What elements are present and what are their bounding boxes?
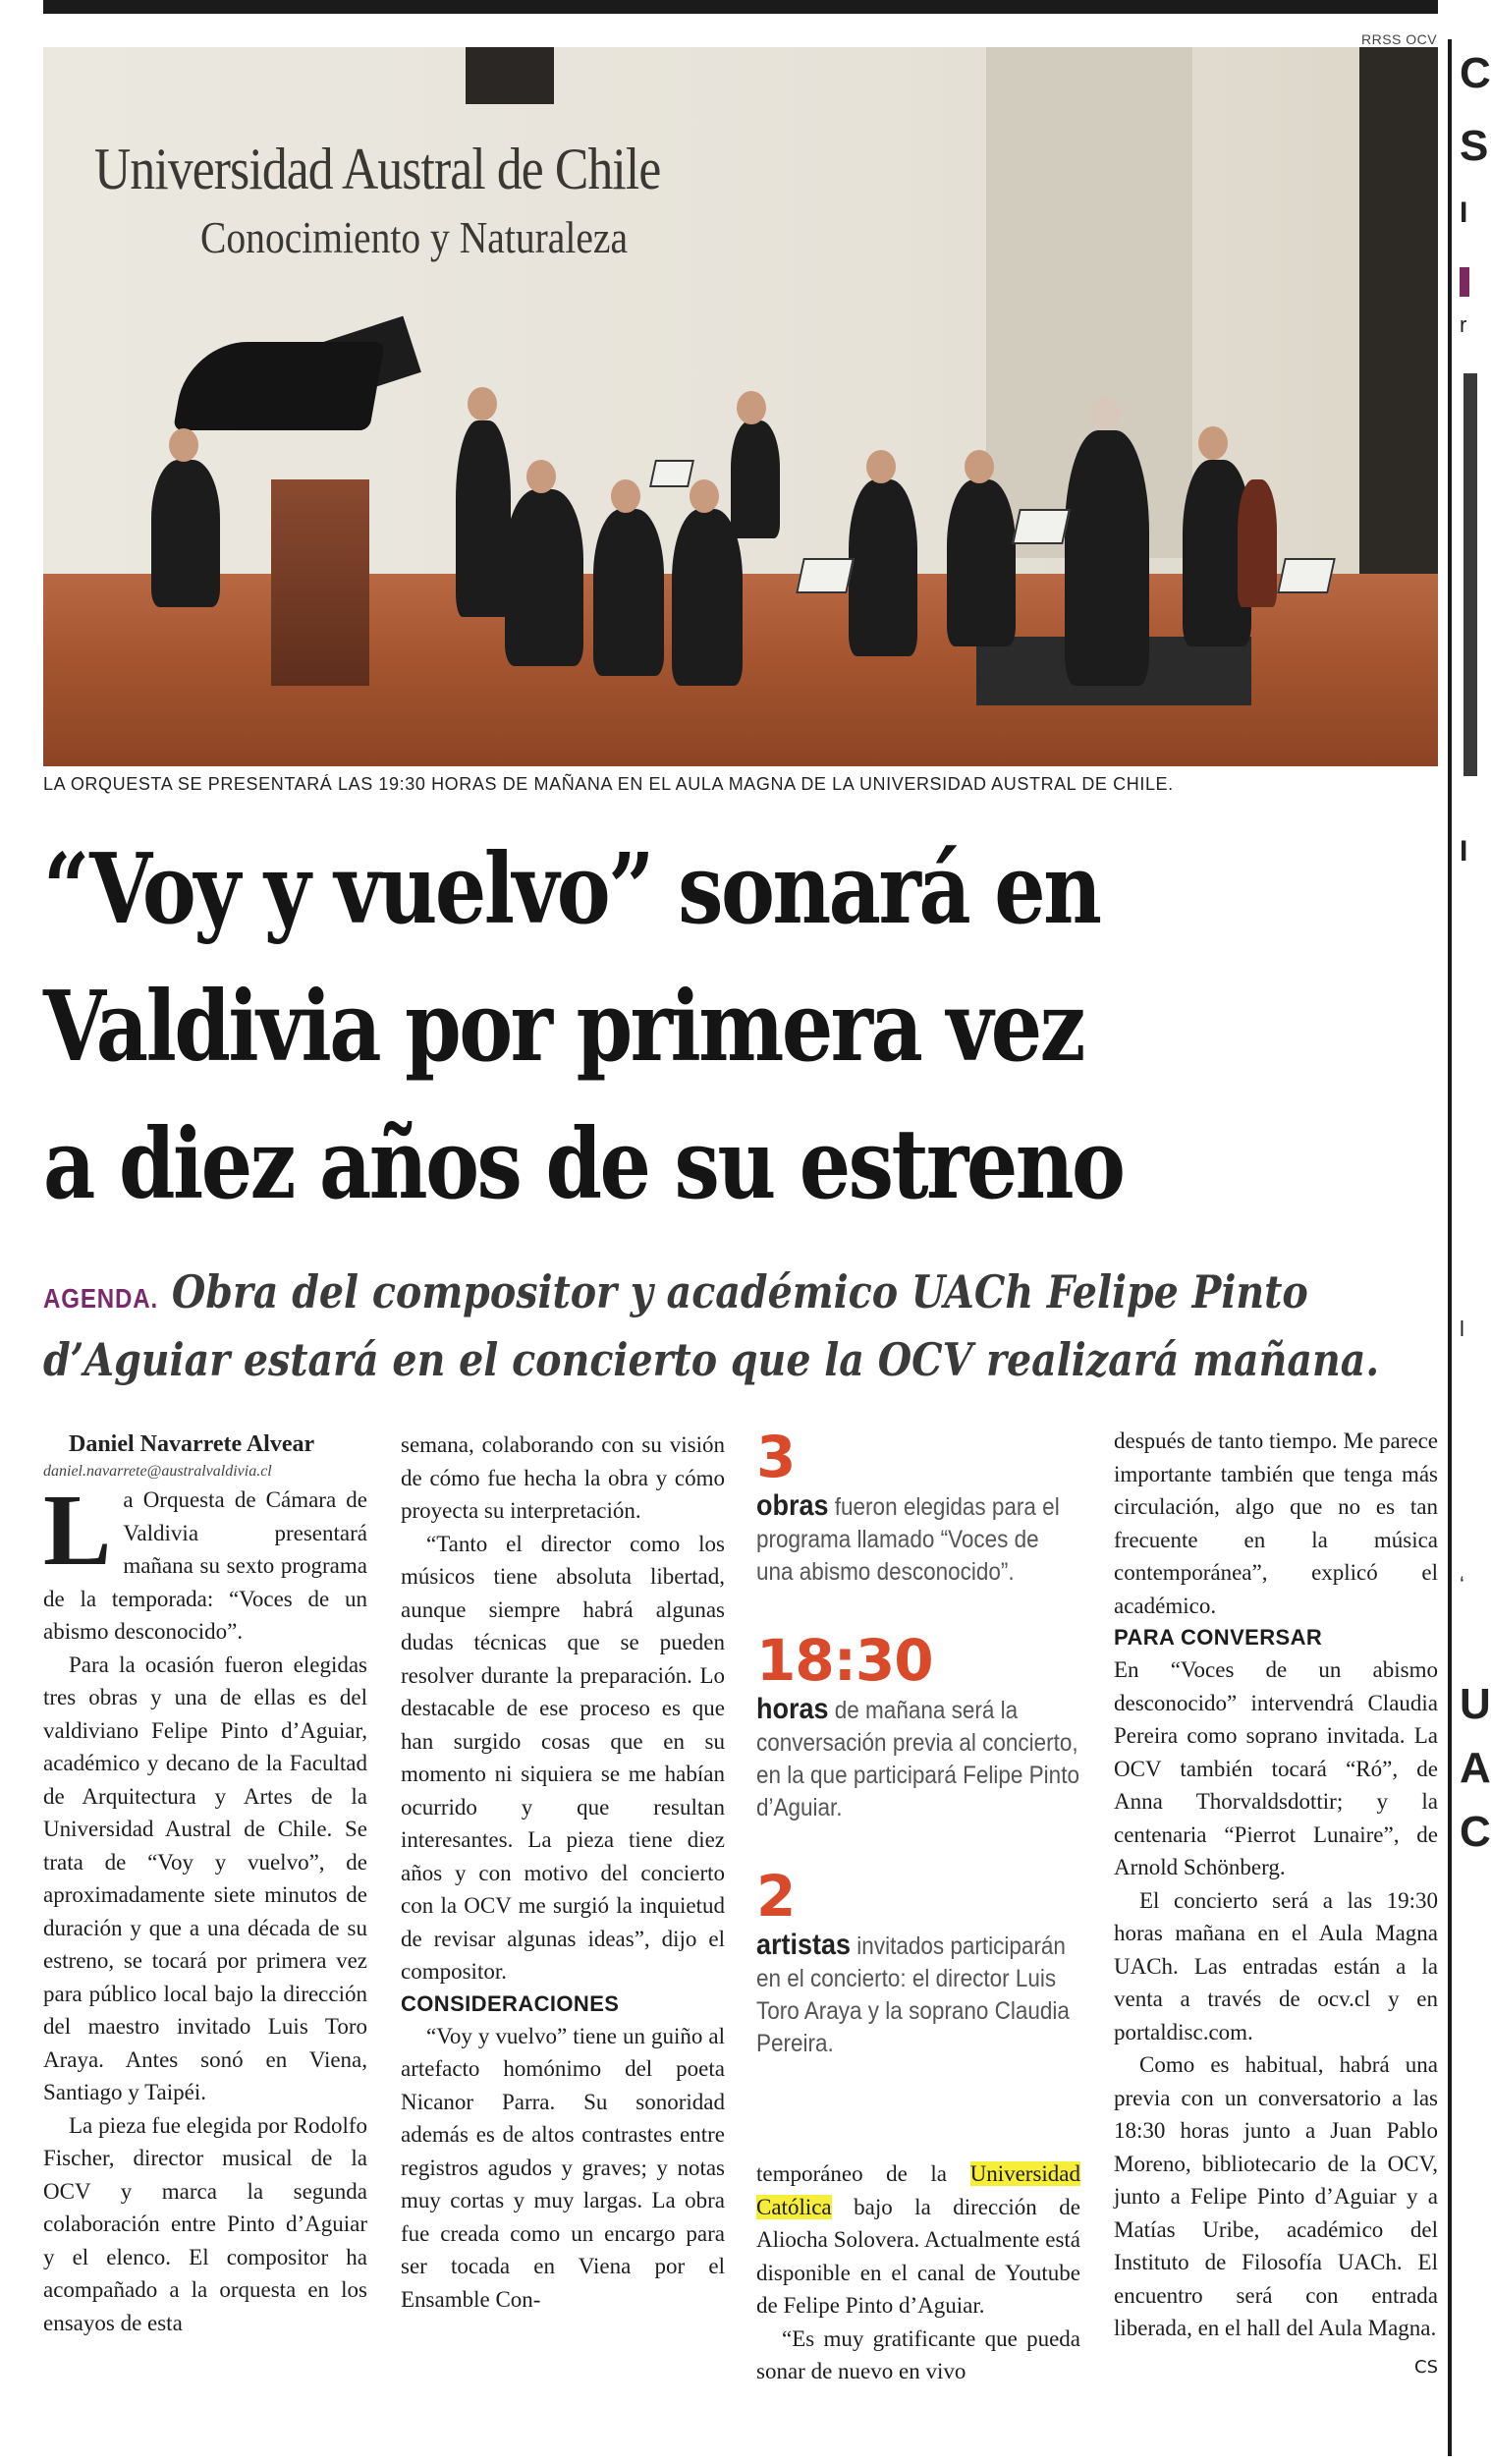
paragraph: “Es muy gratificante que pueda sonar de nuevo en vivo: [756, 2325, 1080, 2383]
column-separator: [1448, 39, 1452, 2456]
headline-line-1: “Voy y vuelvo” sonará en: [43, 833, 1100, 946]
stat-bold: obras: [756, 1489, 829, 1522]
musician-head: [1198, 426, 1228, 460]
paragraph: [43, 1474, 367, 1649]
music-stand: [1277, 558, 1336, 593]
stat-desc: invitados participarán en el concierto: el director Luis Toro Araya y la soprano Claudia Pereira.: [756, 1932, 1070, 2057]
adjacent-article-fragment: [1460, 39, 1491, 2456]
stat-item: [756, 1628, 1080, 1824]
musician-figure: [731, 420, 780, 538]
upright-piano: [271, 479, 369, 686]
byline-email: daniel.navarrete@australvaldivia.cl: [43, 1463, 272, 1480]
byline-author: Daniel Navarrete Alvear: [69, 1431, 315, 1457]
stat-bold: artistas: [756, 1929, 852, 1961]
neighbor-fragment: r: [1460, 312, 1467, 337]
deck-line-1: [43, 1261, 1308, 1329]
musician-head: [611, 479, 640, 513]
highlighted-text: Universidad Católica: [756, 2161, 1080, 2219]
paragraph: La pieza fue elegida por Rodolfo Fischer, director musical de la OCV y marca la segunda colaboración entre Pinto d’Aguiar y el elenco. El compositor ha acompañado a la orquesta en los ensayos de esta: [43, 2112, 367, 2335]
stat-item: [756, 1864, 1080, 2060]
musician-head: [169, 428, 198, 462]
paragraph: “Voy y vuelvo” tiene un guiño al artefacto homónimo del poeta Nicanor Parra. Su sonoridad además es de altos contrastes entre registros agudos y graves; y notas muy cortas y muy largas. La obra fue creada como un encargo para ser tocada en Viena por el Ensamble Con-: [401, 2023, 725, 2312]
musician-head: [526, 460, 556, 493]
deck-text-1: Obra del compositor y académico UACh Felipe Pinto: [171, 1265, 1308, 1318]
top-rule: [43, 0, 1438, 14]
music-stand: [796, 558, 855, 593]
photo-dark-column: [1359, 47, 1438, 637]
stat-bold: horas: [756, 1693, 829, 1725]
stat-number: 2: [756, 1863, 796, 1930]
musician-figure: [672, 509, 743, 686]
article-column-1: [43, 1428, 367, 2339]
photo-speaker: [466, 47, 554, 104]
paragraph: semana, colaborando con su visión de cómo fue hecha la obra y cómo proyecta su interpretación.: [401, 1432, 725, 1523]
deck-kicker: AGENDA.: [43, 1283, 159, 1314]
conductor-head: [1090, 397, 1120, 430]
musician-figure: [456, 420, 511, 617]
headline-line-3: a diez años de su estreno: [43, 1108, 1124, 1221]
double-bass: [1238, 479, 1277, 607]
headline-line-2: Valdivia por primera vez: [43, 971, 1083, 1084]
paragraph: El concierto será a las 19:30 horas mañana en el Aula Magna UACh. Las entradas están a la venta a través de ocv.cl y en portaldisc.com.: [1114, 1887, 1438, 2044]
musician-head: [737, 391, 766, 424]
paragraph-text: a Orquesta de Cámara de Valdivia presentará mañana su sexto programa de la temporada: “Voces de un abismo desconocido”.: [43, 1487, 367, 1644]
music-stand: [649, 460, 694, 487]
subhead-para-conversar: PARA CONVERSAR: [1114, 1625, 1323, 1650]
deck-line-2: d’Aguiar estará en el concierto que la OCV realizará mañana.: [43, 1333, 1380, 1386]
photo-caption: LA ORQUESTA SE PRESENTARÁ LAS 19:30 HORAS DE MAÑANA EN EL AULA MAGNA DE LA UNIVERSIDAD AUSTRAL DE CHILE.: [43, 774, 1174, 794]
neighbor-fragment: ‘: [1460, 1572, 1464, 1596]
neighbor-accent-bar: [1460, 267, 1469, 297]
subhead-consideraciones: CONSIDERACIONES: [401, 1990, 620, 2016]
neighbor-photo: [1463, 373, 1477, 776]
neighbor-fragment: I: [1460, 196, 1468, 229]
headline: [43, 821, 1438, 1234]
musician-head: [866, 450, 896, 483]
end-mark: CS: [1414, 2356, 1438, 2378]
paragraph: “Tanto el director como los músicos tiene absoluta libertad, aunque siempre habrá algunas dudas técnicas que se pueden resolver durante la preparación. Lo destacable de ese proceso es que han surgido cosas que en su momento ni siquiera se me habían ocurrido y que resultan interesantes. La pieza tiene diez años y con motivo del concierto con la OCV me surgió la inquietud de revisar algunas ideas”, dijo el compositor.: [401, 1531, 725, 1984]
musician-figure: [505, 489, 583, 666]
stat-text: [756, 1489, 1079, 1589]
neighbor-fragment: S: [1460, 122, 1489, 170]
neighbor-fragment: U: [1460, 1680, 1491, 1728]
stat-number: 18:30: [756, 1627, 933, 1694]
stat-text: [756, 1693, 1079, 1824]
musician-head: [468, 387, 497, 420]
deck: [43, 1261, 1438, 1390]
stats-box: [756, 1425, 1080, 2100]
drop-cap: L: [43, 1474, 112, 1587]
paragraph: [1114, 2048, 1438, 2378]
paragraph: Para la ocasión fueron elegidas tres obras y una de ellas es del valdiviano Felipe Pinto d’Aguiar, académico y decano de la Facultad de Arquitectura y Artes de la Universidad Austral de Chile. Se trata de “Voy y vuelvo”, de aproximadamente siete minutos de duración y que a una década de su estreno, se tocará por primera vez para público local bajo la dirección del maestro invitado Luis Toro Araya. Antes sonó en Viena, Santiago y Taipéi.: [43, 1652, 367, 2104]
photo-credit: RRSS OCV: [1361, 31, 1438, 47]
paragraph-rest: bajo la dirección de Aliocha Solovera. Actualmente está disponible en el canal de Youtube de Felipe Pinto d’Aguiar.: [756, 2194, 1080, 2318]
stat-item: [756, 1425, 1080, 1589]
stat-text: [756, 1929, 1079, 2060]
paragraph: después de tanto tiempo. Me parece importante también que tenga más circulación, algo que no es tan frecuente en la música contemporánea”, explicó el académico.: [1114, 1428, 1438, 1618]
neighbor-fragment: C: [1460, 49, 1491, 97]
musician-figure: [947, 479, 1016, 646]
stat-desc: fueron elegidas para el programa llamado “Voces de una abismo desconocido”.: [756, 1493, 1060, 1586]
musician-figure: [849, 479, 917, 656]
neighbor-fragment: C: [1460, 1808, 1491, 1856]
music-stand: [1012, 509, 1071, 544]
neighbor-fragment: l: [1460, 1316, 1464, 1341]
paragraph: En “Voces de un abismo desconocido” intervendrá Claudia Pereira como soprano invitada. La OCV también tocará “Ró”, de Anna Thorvaldsdottir; y la centenaria “Pierrot Lunaire”, de Arnold Schönberg.: [1114, 1657, 1438, 1879]
stat-number: 3: [756, 1424, 796, 1490]
article-column-3: [756, 2157, 1080, 2388]
conductor-figure: [1065, 430, 1149, 686]
article-column-2: [401, 1428, 725, 2316]
paragraph-text: Como es habitual, habrá una previa con un conversatorio a las 18:30 horas junto a Juan Pablo Moreno, bibliotecario de la OCV, junto a Felipe Pinto d’Aguiar y a Matías Uribe, académico del Instituto de Filosofía UACh. El encuentro será con entrada liberada, en el hall del Aula Magna.: [1114, 2052, 1438, 2340]
wordmark-line-2: Conocimiento y Naturaleza: [200, 212, 629, 262]
article-column-4: [1114, 1425, 1438, 2383]
neighbor-fragment: A: [1460, 1744, 1491, 1792]
musician-figure: [151, 460, 220, 607]
wordmark-line-1: Universidad Austral de Chile: [94, 137, 661, 201]
concert-photo: [43, 47, 1438, 766]
stat-desc: de mañana será la conversación previa al concierto, en la que participará Felipe Pinto d’Aguiar.: [756, 1697, 1079, 1821]
neighbor-fragment: I: [1460, 835, 1468, 868]
musician-head: [690, 479, 719, 513]
musician-head: [965, 450, 994, 483]
university-wordmark: [94, 136, 752, 263]
paragraph: [756, 2157, 1080, 2323]
paragraph-lead: temporáneo de la: [756, 2161, 970, 2186]
musician-figure: [593, 509, 664, 676]
